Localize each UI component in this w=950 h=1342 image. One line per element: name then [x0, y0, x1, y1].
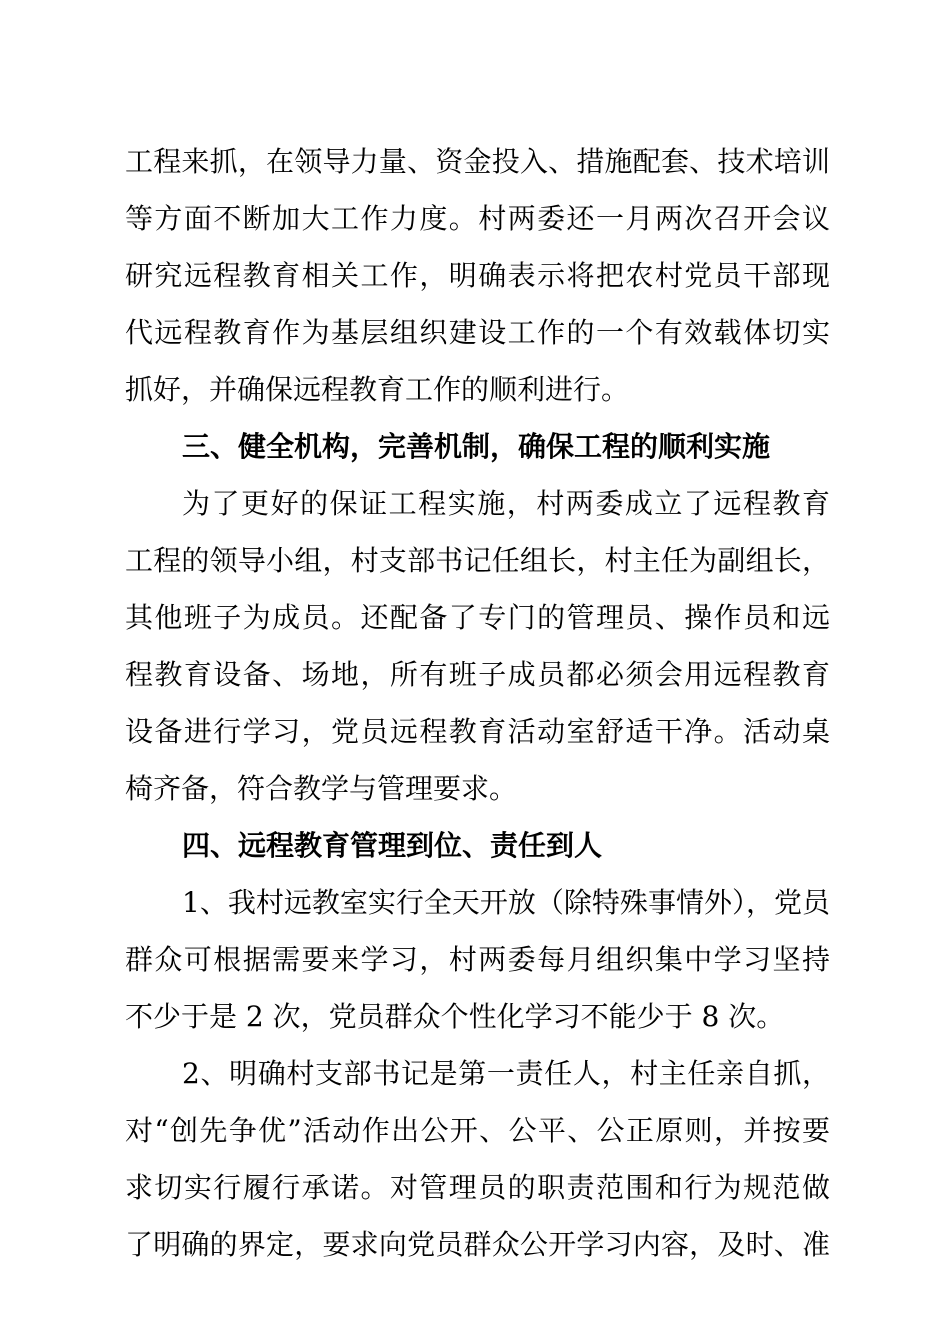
body-line: 为了更好的保证工程实施，村两委成立了远程教育	[182, 487, 830, 520]
body-line: 了明确的界定，要求向党员群众公开学习内容，及时、准	[125, 1228, 830, 1261]
section-heading-3: 三、健全机构，完善机制，确保工程的顺利实施	[182, 430, 771, 463]
body-line: 研究远程教育相关工作，明确表示将把农村党员干部现	[125, 259, 830, 292]
body-line: 不少于是 2 次，党员群众个性化学习不能少于 8 次。	[125, 1000, 785, 1033]
body-line: 其他班子为成员。还配备了专门的管理员、操作员和远	[125, 601, 830, 634]
section-heading-4: 四、远程教育管理到位、责任到人	[182, 829, 603, 862]
body-line: 群众可根据需要来学习，村两委每月组织集中学习坚持	[125, 943, 830, 976]
document-body	[125, 133, 830, 1273]
body-line: 工程的领导小组，村支部书记任组长，村主任为副组长，	[125, 544, 830, 577]
body-line: 抓好，并确保远程教育工作的顺利进行。	[125, 373, 630, 406]
body-line: 对“创先争优”活动作出公开、公平、公正原则，并按要	[125, 1114, 830, 1147]
body-line: 设备进行学习，党员远程教育活动室舒适干净。活动桌	[125, 715, 830, 748]
body-line: 工程来抓，在领导力量、资金投入、措施配套、技术培训	[125, 145, 830, 178]
body-line: 1、我村远教室实行全天开放（除特殊事情外），党员	[182, 886, 830, 919]
body-line: 椅齐备，符合教学与管理要求。	[125, 772, 518, 805]
body-line: 2、明确村支部书记是第一责任人，村主任亲自抓，	[182, 1057, 830, 1090]
body-line: 求切实行履行承诺。对管理员的职责范围和行为规范做	[125, 1171, 830, 1204]
body-line: 等方面不断加大工作力度。村两委还一月两次召开会议	[125, 202, 830, 235]
body-line: 程教育设备、场地，所有班子成员都必须会用远程教育	[125, 658, 830, 691]
body-line: 代远程教育作为基层组织建设工作的一个有效载体切实	[125, 316, 830, 349]
